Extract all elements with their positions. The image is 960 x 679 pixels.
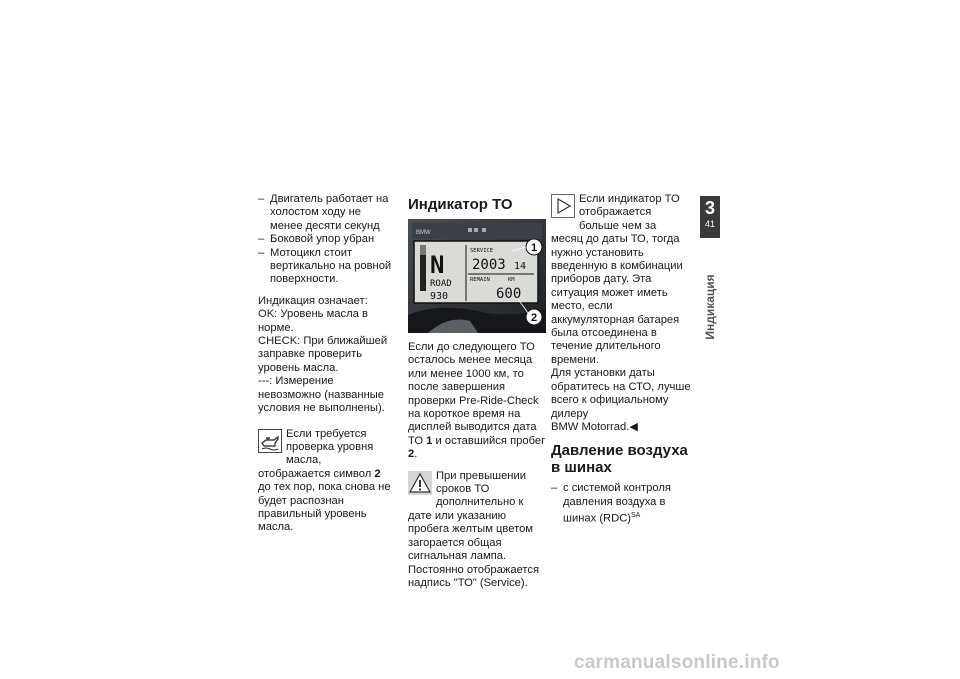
warning-note: При превышении сроков ТО дополнительно к дате или указанию пробега желтым цветом загорается общая сигнальная лампа. Постоянно отображается надпись "ТО" (Service). <box>408 469 540 589</box>
section-heading-tire-pressure: Давление воздуха в шинах <box>551 442 688 477</box>
photo-service-label: SERVICE <box>470 248 494 254</box>
bullet-item: – Мотоцикл стоит вертикально на ровной поверхности. <box>258 247 396 287</box>
check-line: CHECK: При ближайшей заправке проверить уровень масла. <box>258 335 388 374</box>
play-triangle-icon <box>551 194 575 218</box>
photo-gear: N <box>430 251 445 279</box>
chapter-side-label: Индикация <box>703 274 717 340</box>
end-mark: ◀ <box>629 420 638 433</box>
watermark: carmanualsonline.info <box>574 652 780 673</box>
photo-remain-label: REMAIN <box>470 277 490 283</box>
photo-mode: ROAD <box>430 279 452 289</box>
section-heading-service: Индикатор ТО <box>408 196 513 213</box>
photo-remain-unit: KM <box>508 277 515 283</box>
column-1 <box>258 193 396 535</box>
bullet-item: – Двигатель работает на холостом ходу не менее десяти секунд <box>258 193 396 233</box>
photo-service-date: 2003 <box>472 257 506 273</box>
chapter-number: 3 <box>704 198 715 218</box>
photo-top-label: BMW <box>416 230 431 236</box>
callout-2: 2 <box>530 312 538 324</box>
column-2 <box>408 196 546 590</box>
oil-can-icon <box>258 429 282 453</box>
chapter-tab <box>700 196 720 238</box>
dashboard-photo <box>408 219 546 333</box>
bullet-item: – с системой контроля давления воздуха в шинах (RDC)$^{SA}$ <box>551 482 691 526</box>
indication-title: Индикация означает: <box>258 294 368 307</box>
callout-1: 1 <box>530 242 538 254</box>
warning-triangle-icon <box>408 471 432 495</box>
column-3 <box>551 193 691 526</box>
photo-remain-value: 600 <box>496 286 522 302</box>
photo-mode-value: 930 <box>430 291 449 302</box>
page-number: 41 <box>704 219 715 229</box>
dash-line: ---: Измерение невозможно (названные условия не выполнены). <box>258 375 385 415</box>
oil-note: Если требуется проверка уровня масла, отображается символ 2 до тех пор, пока снова не будет распознан правильный уровень масла. <box>258 427 391 534</box>
bullet-item: – Боковой упор убран <box>258 233 396 246</box>
ok-line: OK: Уровень масла в норме. <box>258 308 368 334</box>
photo-service-date-suffix: 14 <box>514 261 527 272</box>
service-paragraph: Если до следующего ТО осталось менее месяца или менее 1000 км, то после завершения проверки Pre-Ride-Check на короткое время на дисплей выводится дата ТО 1 и оставшийся пробег 2. <box>408 341 546 461</box>
info-note: Если индикатор ТО отображается больше чем за месяц до даты ТО, тогда нужно установить введенную в комбинации приборов дату. Эта ситуация может иметь место, если аккумуляторная батарея была отсоединена в течение длительного времени. Для установки даты обратитесь на СТО, лучше всего к официальному дилеру BMW Motorrad.◀ <box>551 193 691 433</box>
